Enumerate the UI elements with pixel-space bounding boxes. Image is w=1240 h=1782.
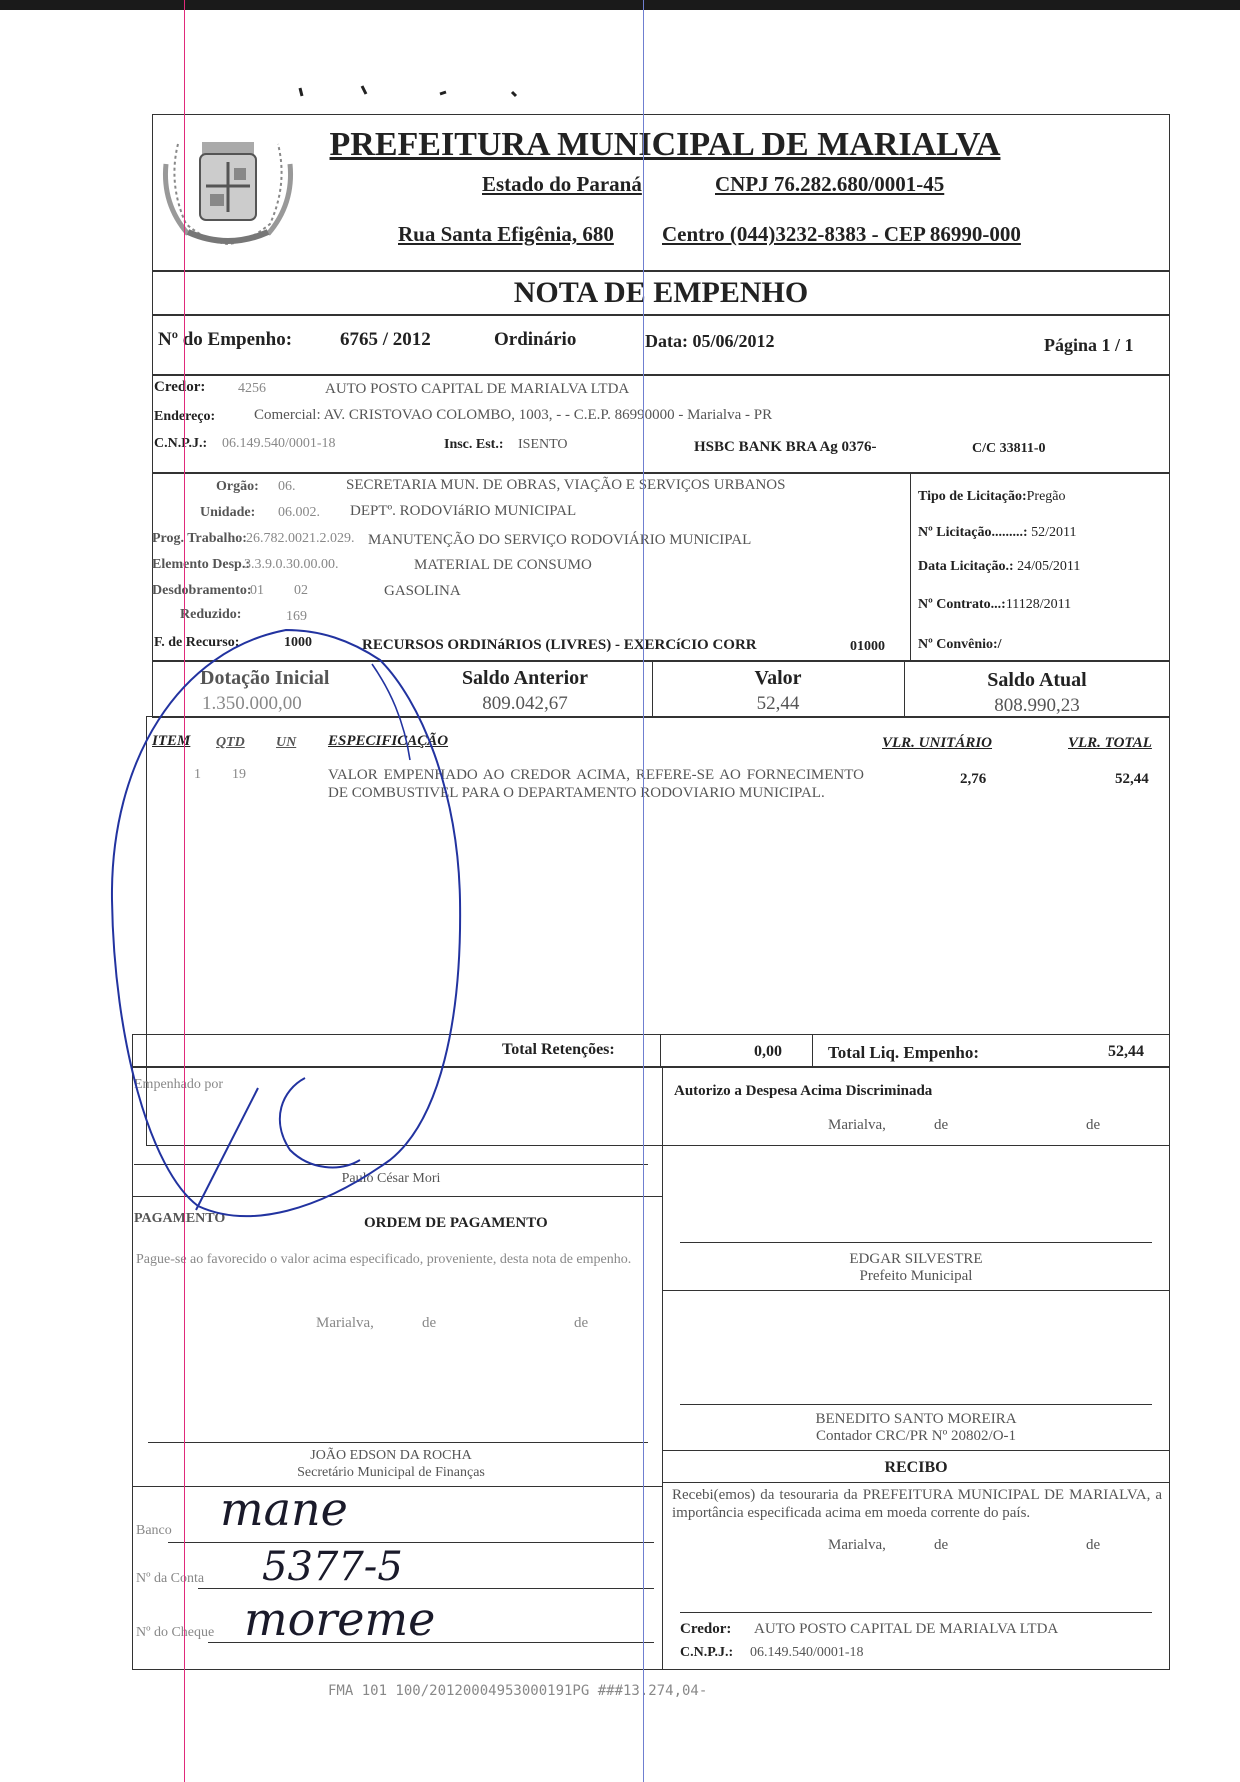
- unidade-code: 06.002.: [278, 505, 320, 520]
- autorizo-city: Marialva,: [828, 1117, 886, 1133]
- recurso-code: 1000: [284, 635, 312, 650]
- recurso-end: 01000: [850, 639, 885, 654]
- col-espec-header: ESPECIFICAÇÃO: [328, 733, 449, 749]
- cnpj-label: C.N.P.J.:: [154, 436, 208, 451]
- unidade-name: DEPTº. RODOVIáRIO MUNICIPAL: [350, 503, 577, 519]
- pagamento-text: Pague-se ao favorecido o valor acima especificado, proveniente, desta nota de empenho.: [136, 1252, 632, 1267]
- municipal-coat-of-arms-icon: [158, 114, 298, 252]
- row-total-value: 52,44: [1115, 771, 1149, 787]
- desdobramento-name: GASOLINA: [384, 583, 461, 599]
- empenhado-name: Paulo César Mori: [341, 1171, 441, 1186]
- valor-label: Valor: [754, 667, 802, 689]
- page-number: Página 1 / 1: [1044, 335, 1134, 355]
- pagamento-city: Marialva,: [316, 1315, 374, 1331]
- elemento-code: 3.3.9.0.30.00.00.: [244, 557, 339, 572]
- banco-handwritten: mane: [220, 1482, 348, 1536]
- saldo-anterior-value: 809.042,67: [482, 693, 568, 714]
- document-title: NOTA DE EMPENHO: [513, 276, 809, 309]
- prog-label: Prog. Trabalho:: [152, 531, 247, 546]
- municipality-title: PREFEITURA MUNICIPAL DE MARIALVA: [329, 126, 1001, 163]
- autorizo-de-2: de: [1086, 1117, 1101, 1133]
- credor-label: Credor:: [154, 379, 206, 395]
- orgao-label: Orgão:: [216, 479, 259, 494]
- contrato-label: Nº Contrato...:11128/2011: [918, 597, 1072, 612]
- total-retencoes-label: Total Retenções:: [502, 1041, 615, 1058]
- creditor-box: [152, 374, 1170, 474]
- contrato-value: 11128/2011: [1005, 597, 1072, 612]
- total-liquido-value: 52,44: [1108, 1043, 1144, 1060]
- autorizo-label: Autorizo a Despesa Acima Discriminada: [674, 1083, 933, 1099]
- elemento-label: Elemento Desp.:: [152, 557, 250, 572]
- col-qtd-header: QTD: [216, 735, 245, 750]
- desdobramento-b: 02: [294, 583, 308, 598]
- orgao-code: 06.: [278, 479, 296, 494]
- row-especificacao: VALOR EMPENHADO AO CREDOR ACIMA, REFERE-SE AO FORNECIMENTO DE COMBUSTIVEL PARA O DEPARTAMENTO RODOVIARIO MUNICIPAL.: [328, 767, 864, 801]
- scan-edge: [0, 0, 1240, 10]
- saldo-anterior-label: Saldo Anterior: [461, 667, 589, 689]
- red-margin-line: [184, 0, 185, 1782]
- bank-agency: HSBC BANK BRA Ag 0376-: [694, 439, 877, 455]
- valor-value: 52,44: [756, 693, 800, 714]
- endereco-label: Endereço:: [154, 409, 216, 424]
- city-cnpj: CNPJ 76.282.680/0001-45: [715, 172, 945, 196]
- endereco-value: Comercial: AV. CRISTOVAO COLOMBO, 1003, - - C.E.P. 86990000 - Marialva - PR: [254, 407, 773, 423]
- bank-account: C/C 33811-0: [972, 441, 1046, 456]
- row-unit-value: 2,76: [960, 771, 987, 787]
- reduzido-label: Reduzido:: [180, 607, 242, 622]
- unidade-label: Unidade:: [200, 505, 256, 520]
- col-total-header: VLR. TOTAL: [1068, 735, 1152, 751]
- col-un-header: UN: [276, 735, 297, 750]
- desdobramento-a: 01: [250, 583, 264, 598]
- licitacao-number-value: 52/2011: [1027, 525, 1077, 540]
- saldo-atual-label: Saldo Atual: [987, 669, 1087, 691]
- insc-value: ISENTO: [518, 437, 568, 452]
- licitacao-number-label: Nº Licitação.........: 52/2011: [918, 525, 1077, 540]
- col-unit-header: VLR. UNITÁRIO: [882, 735, 993, 751]
- totals-row: [132, 1034, 1170, 1068]
- col-item-header: ITEM: [152, 733, 191, 749]
- reduzido-value: 169: [286, 609, 307, 624]
- licitacao-date-value: 24/05/2011: [1013, 559, 1081, 574]
- contador-title: Contador CRC/PR Nº 20802/O-1: [815, 1428, 1017, 1444]
- cheque-label: Nº do Cheque: [136, 1625, 215, 1640]
- total-retencoes-value: 0,00: [754, 1043, 782, 1060]
- desdobramento-label: Desdobramento:: [152, 583, 252, 598]
- recibo-credor-label: Credor:: [680, 1621, 732, 1637]
- recurso-label: F. de Recurso:: [154, 635, 240, 650]
- recibo-title: RECIBO: [884, 1459, 948, 1476]
- autorizo-de-1: de: [934, 1117, 949, 1133]
- contador-name: BENEDITO SANTO MOREIRA: [815, 1411, 1017, 1427]
- prog-code: 26.782.0021.2.029.: [246, 531, 355, 546]
- cnpj-value: 06.149.540/0001-18: [222, 436, 336, 451]
- authentication-stamp: FMA 101 100/20120004953000191PG ###13.274,04-: [328, 1683, 708, 1699]
- recibo-cnpj-value: 06.149.540/0001-18: [750, 1645, 864, 1660]
- credor-name: AUTO POSTO CAPITAL DE MARIALVA LTDA: [325, 381, 630, 397]
- empenhado-label: Empenhado por: [134, 1077, 224, 1092]
- mayor-name: EDGAR SILVESTRE: [849, 1251, 983, 1267]
- convenio-label: Nº Convênio:/: [918, 637, 1002, 652]
- mayor-title: Prefeito Municipal: [859, 1268, 973, 1284]
- nota-de-empenho-document: [134, 112, 1172, 1699]
- recibo-city: Marialva,: [828, 1537, 886, 1553]
- tipo-licitacao-label: Tipo de Licitação:Pregão: [918, 489, 1066, 504]
- recibo-cnpj-label: C.N.P.J.:: [680, 1645, 734, 1660]
- recibo-credor-value: AUTO POSTO CAPITAL DE MARIALVA LTDA: [754, 1621, 1059, 1637]
- pagamento-de-2: de: [574, 1315, 589, 1331]
- banco-label: Banco: [136, 1523, 172, 1538]
- dotacao-inicial-value: 1.350.000,00: [202, 693, 302, 714]
- ordem-pagamento-title: ORDEM DE PAGAMENTO: [364, 1215, 548, 1231]
- recibo-de-2: de: [1086, 1537, 1101, 1553]
- tipo-licitacao-value: Pregão: [1026, 489, 1066, 504]
- pagamento-de-1: de: [422, 1315, 437, 1331]
- orgao-name: SECRETARIA MUN. DE OBRAS, VIAÇÃO E SERVIÇOS URBANOS: [346, 477, 786, 493]
- pagamento-label: PAGAMENTO: [134, 1211, 226, 1226]
- street-address: Rua Santa Efigênia, 680: [398, 222, 614, 246]
- cheque-handwritten: moreme: [244, 1592, 436, 1646]
- row-qtd: 19: [232, 767, 246, 782]
- conta-handwritten: 5377-5: [262, 1544, 403, 1590]
- empenho-number: 6765 / 2012: [340, 329, 431, 350]
- elemento-name: MATERIAL DE CONSUMO: [414, 557, 592, 573]
- empenho-date: Data: 05/06/2012: [645, 331, 775, 351]
- saldo-atual-value: 808.990,23: [994, 695, 1080, 716]
- empenho-type: Ordinário: [494, 329, 577, 350]
- address-contact: Centro (044)3232-8383 - CEP 86990-000: [662, 222, 1021, 246]
- conta-label: Nº da Conta: [136, 1571, 205, 1586]
- recurso-name: RECURSOS ORDINáRIOS (LIVRES) - EXERCíCIO CORR: [362, 637, 757, 653]
- recibo-de-1: de: [934, 1537, 949, 1553]
- recibo-text: Recebi(emos) da tesouraria da PREFEITURA MUNICIPAL DE MARIALVA, a importância especificada acima em moeda corrente do país.: [672, 1487, 1162, 1521]
- state-name: Estado do Paraná: [482, 172, 642, 196]
- total-liquido-label: Total Liq. Empenho:: [828, 1043, 979, 1062]
- secretary-title: Secretário Municipal de Finanças: [297, 1465, 485, 1480]
- row-item: 1: [194, 767, 201, 782]
- credor-code: 4256: [238, 381, 266, 396]
- empenho-label: Nº do Empenho:: [158, 329, 293, 350]
- blue-margin-line: [643, 0, 644, 1782]
- secretary-name: JOÃO EDSON DA ROCHA: [310, 1448, 472, 1463]
- insc-label: Insc. Est.:: [444, 437, 504, 452]
- dotacao-inicial-label: Dotação Inicial: [200, 667, 330, 689]
- licitacao-date-label: Data Licitação.: 24/05/2011: [918, 559, 1081, 574]
- prog-name: MANUTENÇÃO DO SERVIÇO RODOVIÁRIO MUNICIPAL: [368, 532, 752, 548]
